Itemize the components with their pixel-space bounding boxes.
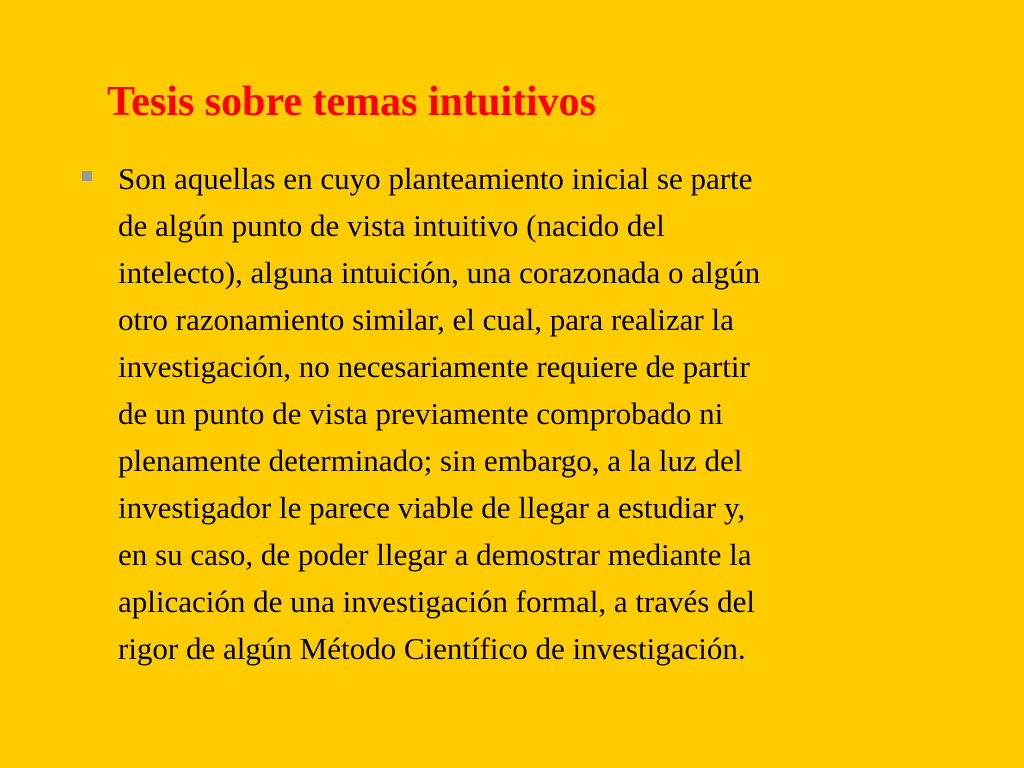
text-line: aplicación de una investigación formal, a través del (118, 584, 755, 619)
text-line: en su caso, de poder llegar a demostrar mediante la (118, 537, 752, 572)
square-bullet-icon (82, 171, 92, 181)
text-line: de un punto de vista previamente comprobado ni (118, 396, 724, 431)
bullet-list (78, 155, 958, 672)
text-line: otro razonamiento similar, el cual, para realizar la (118, 302, 734, 337)
text-line: Son aquellas en cuyo planteamiento inicial se parte (118, 161, 753, 196)
text-line: de algún punto de vista intuitivo (nacido del (118, 208, 665, 243)
bullet-item (78, 155, 958, 672)
slide-title: Tesis sobre temas intuitivos (107, 79, 596, 125)
text-line: plenamente determinado; sin embargo, a la luz del (118, 443, 743, 478)
text-line: intelecto), alguna intuición, una corazonada o algún (118, 255, 761, 290)
text-line: investigador le parece viable de llegar a estudiar y, (118, 490, 746, 525)
bullet-text (118, 155, 958, 672)
text-line: rigor de algún Método Científico de investigación. (118, 631, 746, 666)
text-line: investigación, no necesariamente requiere de partir (118, 349, 750, 384)
